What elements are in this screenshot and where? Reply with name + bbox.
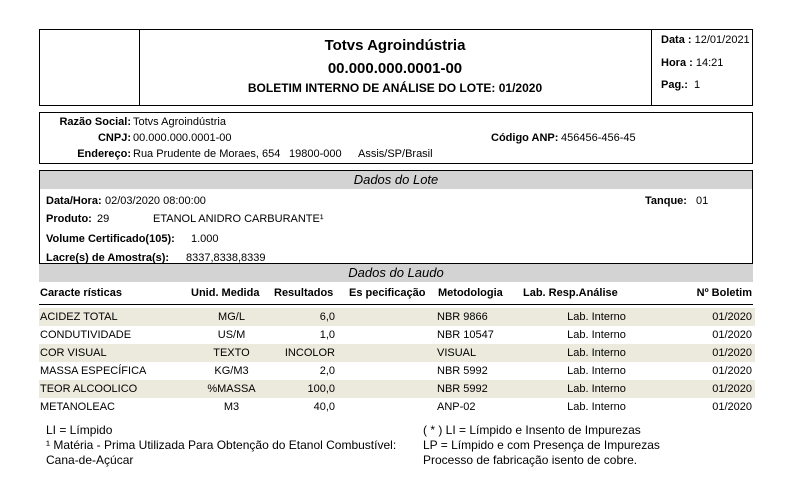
table-row <box>39 398 755 416</box>
cidade-value: Assis/SP/Brasil <box>358 148 433 160</box>
company-info <box>39 112 753 164</box>
date-line <box>661 34 750 46</box>
page-value: 1 <box>694 79 701 91</box>
cell-metodologia: ANP-02 <box>437 401 476 413</box>
time-value: 14:21 <box>695 57 724 69</box>
produto-name: ETANOL ANIDRO CARBURANTE¹ <box>153 213 324 225</box>
cell-unidade: TEXTO <box>213 347 250 359</box>
company-title: Totvs Agroindústria <box>324 37 466 54</box>
cell-unidade: M3 <box>223 401 240 413</box>
razao-value: Totvs Agroindústria <box>133 116 226 128</box>
col-especificacao: Es pecificação <box>349 287 426 299</box>
lacre-value: 8337,8338,8339 <box>186 252 266 264</box>
endereco-value: Rua Prudente de Moraes, 654 <box>133 148 281 160</box>
cnpj-label: CNPJ: <box>97 132 131 144</box>
report-title: BOLETIM INTERNO DE ANÁLISE DO LOTE: 01/2020 <box>247 81 543 95</box>
cell-resultado: 40,0 <box>313 401 335 413</box>
cell-boletim: 01/2020 <box>712 347 752 359</box>
col-metodologia: Metodologia <box>438 287 503 299</box>
time-label: Hora : <box>661 57 693 69</box>
col-resultados: Resultados <box>274 287 334 299</box>
footnote-right-2: LP = Límpido e com Presença de Impurezas <box>423 438 660 452</box>
cell-metodologia: NBR 5992 <box>437 383 488 395</box>
cell-resultado: 1,0 <box>319 329 335 341</box>
header-meta <box>651 30 753 105</box>
cell-lab: Lab. Interno <box>567 401 626 413</box>
footnote-left-2: ¹ Matéria - Prima Utilizada Para Obtenção do Etanol Combustível: <box>46 438 397 452</box>
table-row <box>39 344 755 362</box>
cell-resultado: 100,0 <box>307 383 335 395</box>
cell-boletim: 01/2020 <box>712 311 752 323</box>
table-row <box>39 326 755 344</box>
footnote-left-1: LI = Límpido <box>46 423 113 437</box>
logo-placeholder <box>40 30 140 105</box>
page-line <box>661 79 700 91</box>
date-label: Data : <box>661 34 692 46</box>
col-lab: Lab. Resp.Análise <box>523 287 618 299</box>
cell-caracteristica: COR VISUAL <box>40 347 107 359</box>
page-label: Pag.: <box>661 79 688 91</box>
lote-section-title: Dados do Lote <box>40 171 752 189</box>
cell-lab: Lab. Interno <box>567 365 626 377</box>
cell-metodologia: VISUAL <box>437 347 477 359</box>
produto-label: Produto: <box>46 213 92 225</box>
tanque-label: Tanque: <box>645 195 687 207</box>
report-header <box>39 29 753 106</box>
endereco-label: Endereço: <box>77 148 131 160</box>
cell-metodologia: NBR 9866 <box>437 311 488 323</box>
footnote-left-3: Cana-de-Açúcar <box>46 453 134 467</box>
cell-resultado: INCOLOR <box>284 347 335 359</box>
cell-boletim: 01/2020 <box>712 383 752 395</box>
cep-value: 19800-000 <box>289 148 342 160</box>
tanque-value: 01 <box>696 195 709 207</box>
cnpj-value: 00.000.000.0001-00 <box>133 132 232 144</box>
datahora-label: Data/Hora: <box>46 195 102 207</box>
cell-lab: Lab. Interno <box>567 383 626 395</box>
cell-unidade: KG/M3 <box>214 365 249 377</box>
footnote-right-3: Processo de fabricação isento de cobre. <box>423 453 638 467</box>
table-row <box>39 380 755 398</box>
company-cnpj-title: 00.000.000.0001-00 <box>327 60 463 77</box>
cell-lab: Lab. Interno <box>567 311 626 323</box>
laudo-section-title: Dados do Laudo <box>39 264 753 282</box>
cell-caracteristica: ACIDEZ TOTAL <box>40 311 118 323</box>
cell-lab: Lab. Interno <box>567 329 626 341</box>
table-row <box>39 362 755 380</box>
cell-resultado: 6,0 <box>319 311 335 323</box>
date-value: 12/01/2021 <box>694 34 750 46</box>
cell-caracteristica: TEOR ALCOOLICO <box>40 383 138 395</box>
cell-caracteristica: CONDUTIVIDADE <box>40 329 132 341</box>
cell-caracteristica: MASSA ESPECÍFICA <box>40 365 147 377</box>
cell-boletim: 01/2020 <box>712 365 752 377</box>
table-header-rule <box>39 304 753 305</box>
cell-unidade: %MASSA <box>207 383 256 395</box>
volume-value: 1.000 <box>191 233 219 245</box>
cell-unidade: MG/L <box>218 311 245 323</box>
cell-resultado: 2,0 <box>319 365 335 377</box>
time-line <box>661 57 723 69</box>
col-boletim: Nº Boletim <box>696 287 752 299</box>
anp-label: Código ANP: <box>491 132 559 144</box>
cell-metodologia: NBR 5992 <box>437 365 488 377</box>
table-row <box>39 308 755 326</box>
volume-label: Volume Certificado(105): <box>46 233 175 245</box>
produto-code: 29 <box>97 213 110 225</box>
anp-value: 456456-456-45 <box>561 132 636 144</box>
lacre-label: Lacre(s) de Amostra(s): <box>46 252 170 264</box>
footnote-right-1: ( * ) LI = Límpido e Insento de Impurezas <box>423 423 641 437</box>
cell-unidade: US/M <box>217 329 246 341</box>
col-caracteristicas: Caracte rísticas <box>40 287 122 299</box>
cell-caracteristica: METANOLEAC <box>40 401 115 413</box>
datahora-value: 02/03/2020 08:00:00 <box>105 195 206 207</box>
lote-section <box>39 170 753 264</box>
cell-lab: Lab. Interno <box>567 347 626 359</box>
cell-boletim: 01/2020 <box>712 329 752 341</box>
cell-boletim: 01/2020 <box>712 401 752 413</box>
razao-label: Razão Social: <box>59 116 131 128</box>
cell-metodologia: NBR 10547 <box>437 329 494 341</box>
col-unidade: Unid. Medida <box>191 287 260 299</box>
